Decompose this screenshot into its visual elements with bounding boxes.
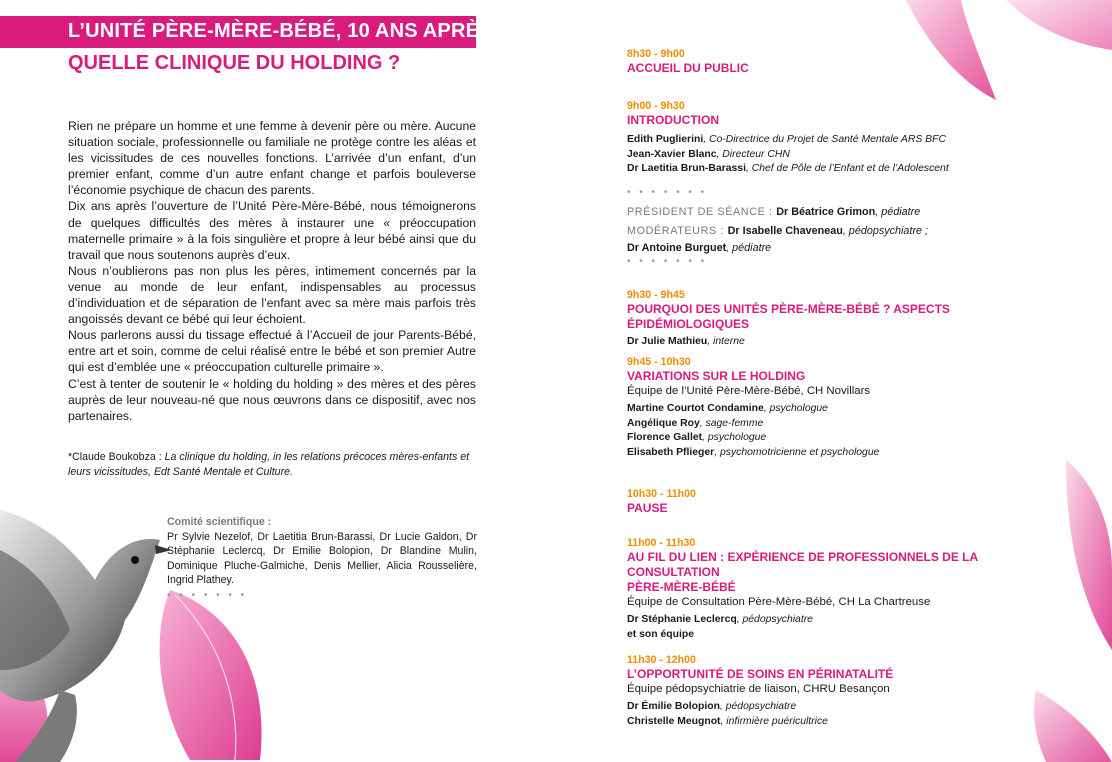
program-slot-consultation	[627, 537, 1057, 642]
committee-members: Pr Sylvie Nezelof, Dr Laetitia Brun-Barassi, Dr Lucie Galdon, Dr Stéphanie Leclercq, Dr Emilie Bolopion, Dr Blandine Mulin, Dominique Pluche-Galmiche, Denis Mellier, Alicia Rousselière, Ingrid Plathey.	[167, 530, 477, 586]
president-line: PRÉSIDENT DE SÉANCE : Dr Béatrice Grimon, pédiatre	[627, 206, 921, 218]
program-slot-epidemiology	[627, 289, 1057, 350]
slot-organisation: Équipe de l’Unité Père-Mère-Bébé, CH Novillars	[627, 385, 871, 397]
speaker: Elisabeth Pflieger, psychomotricienne et psychologue	[627, 446, 880, 458]
session-chairs	[627, 188, 1057, 267]
slot-title: VARIATIONS SUR LE HOLDING	[627, 369, 806, 383]
speaker: Jean-Xavier Blanc, Directeur CHN	[627, 148, 790, 160]
speaker: Martine Courtot Condamine, psychologue	[627, 403, 828, 414]
committee-title: Comité scientifique :	[167, 516, 272, 528]
slot-time: 9h45 - 10h30	[627, 356, 691, 368]
slot-title: INTRODUCTION	[627, 113, 719, 127]
slot-title: L’OPPORTUNITÉ DE SOINS EN PÉRINATALITÉ	[627, 667, 894, 681]
speaker: Dr Julie Mathieu, interne	[627, 336, 745, 347]
speaker: Florence Gallet, psychologue	[627, 432, 767, 443]
intro-paragraph: Dix ans après l’ouverture de l’Unité Père-Mère-Bébé, nous témoignerons de quelques difficultés des mères à instaurer une « préoccupation maternelle primaire » à la fois singulière et propre à leur bébé ainsi que du travail que nous soutenons auprès d’eux.	[68, 199, 476, 262]
slot-title: ACCUEIL DU PUBLIC	[627, 61, 749, 75]
slot-title-line2: PÈRE-MÈRE-BÉBÉ	[627, 580, 736, 594]
speaker: Edith Puglierini, Co-Directrice du Projet de Santé Mentale ARS BFC	[627, 134, 946, 145]
slot-title: PAUSE	[627, 501, 668, 515]
intro-text	[68, 118, 476, 424]
dots-divider: • • • • • • •	[627, 187, 708, 198]
slot-time: 9h30 - 9h45	[627, 289, 685, 301]
program-slot-welcome	[627, 48, 1057, 76]
slot-time: 10h30 - 11h00	[627, 488, 696, 500]
page-title-line1: L’UNITÉ PÈRE-MÈRE-BÉBÉ, 10 ANS APRÈS :	[68, 20, 506, 42]
program-slot-break	[627, 488, 1057, 516]
speaker: Dr Émilie Bolopion, pédopsychiatre	[627, 701, 797, 712]
slot-title: AU FIL DU LIEN : EXPÉRIENCE DE PROFESSIONNELS DE LA CONSULTATION	[627, 550, 978, 579]
moderators-line-2: Dr Antoine Burguet, pédiatre	[627, 242, 772, 254]
slot-time: 11h30 - 12h00	[627, 654, 696, 666]
footnote-author: *Claude Boukobza :	[68, 451, 165, 463]
slot-organisation: Équipe pédopsychiatrie de liaison, CHRU Besançon	[627, 683, 890, 695]
dots-divider: • • • • • • •	[167, 589, 248, 601]
program-slot-perinatality	[627, 654, 1057, 729]
intro-paragraph: Rien ne prépare un homme et une femme à devenir père ou mère. Aucune situation sociale, professionnelle ou familiale ne protège contre les aléas et les vicissitudes de ces nouvelles fonctions. L’arrivée d’un enfant, d’un premier enfant, comme d’un autre enfant change et parfois bouleverse l’économie psychique de chacun des parents.	[68, 119, 476, 198]
moderators-line: MODÉRATEURS : Dr Isabelle Chaveneau, pédopsychiatre ;	[627, 225, 929, 237]
speaker: et son équipe	[627, 628, 694, 640]
program-slot-holding	[627, 356, 1057, 460]
slot-title: POURQUOI DES UNITÉS PÈRE-MÈRE-BÉBÉ ? ASPECTS ÉPIDÉMIOLOGIQUES	[627, 302, 950, 331]
speaker: Christelle Meugnot, infirmière puéricultrice	[627, 715, 828, 727]
page-title-line2: QUELLE CLINIQUE DU HOLDING ?	[68, 52, 401, 74]
speaker: Dr Stéphanie Leclercq, pédopsychiatre	[627, 614, 813, 625]
scientific-committee	[167, 515, 477, 601]
footnote	[68, 450, 476, 479]
slot-time: 8h30 - 9h00	[627, 48, 685, 60]
intro-paragraph: Nous parlerons aussi du tissage effectué à l’Accueil de jour Parents-Bébé, entre art et soin, comme de celui réalisé entre le bébé et son premier Autre qui est d’emblée une « préoccupation culturelle primaire ».	[68, 328, 476, 375]
slot-time: 9h00 - 9h30	[627, 100, 685, 112]
program-slot-introduction	[627, 100, 1057, 177]
slot-organisation: Équipe de Consultation Père-Mère-Bébé, CH La Chartreuse	[627, 596, 931, 608]
intro-paragraph: C’est à tenter de soutenir le « holding du holding » des mères et des pères auprès de leur nouveau-né que nous œuvrons dans ce dispositif, avec nos partenaires.	[68, 376, 476, 423]
slot-time: 11h00 - 11h30	[627, 537, 696, 549]
speaker: Angélique Roy, sage-femme	[627, 417, 764, 429]
intro-paragraph: Nous n’oublierons pas non plus les pères, intimement concernés par la venue au monde de leur enfant, indispensables au processus d’individuation et de séparation de l’enfant avec sa mère mais parfois très angoissés devant ce bébé qui leur échoient.	[68, 263, 476, 327]
footnote-source: La clinique du holding, in les relations précoces mères-enfants et leurs vicissitudes, Edt Santé Mentale et Culture.	[68, 451, 470, 478]
dots-divider: • • • • • • •	[627, 256, 708, 267]
speaker: Dr Laetitia Brun-Barassi, Chef de Pôle de l’Enfant et de l’Adolescent	[627, 163, 949, 174]
